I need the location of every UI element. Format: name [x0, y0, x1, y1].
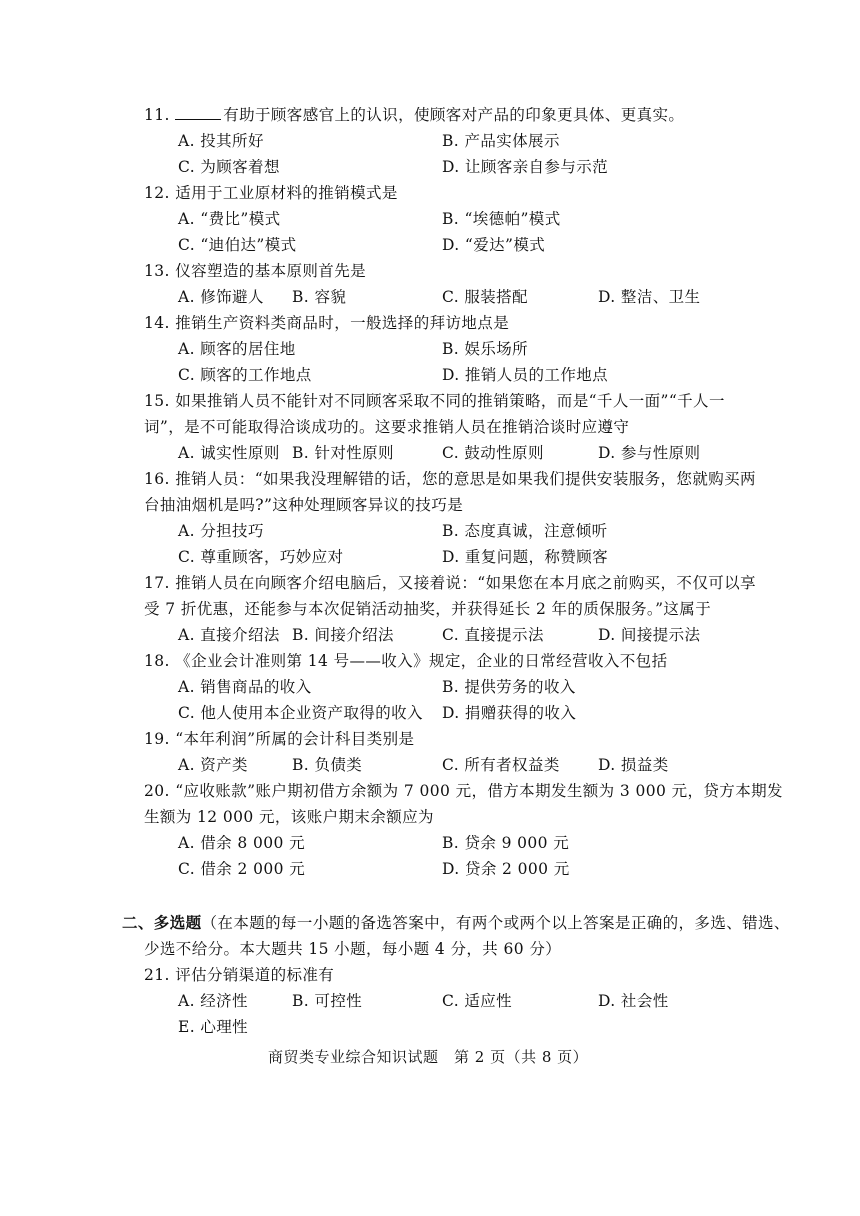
answer-blank: [175, 107, 221, 120]
option: C. 顾客的工作地点: [178, 366, 312, 384]
option: D. “爱达”模式: [442, 236, 546, 254]
question-17-stem-cont: 受 7 折优惠，还能参与本次促销活动抽奖，并获得延长 2 年的质保服务。”这属于: [144, 600, 712, 618]
question-15-stem-cont: 词”，是不可能取得洽谈成功的。这要求推销人员在推销洽谈时应遵守: [144, 418, 630, 436]
option: A. 经济性: [178, 992, 248, 1010]
option: D. 推销人员的工作地点: [442, 366, 609, 384]
option: B. 提供劳务的收入: [442, 678, 576, 696]
question-20-stem: 20. “应收账款”账户期初借方余额为 7 000 元，借方本期发生额为 3 000 元，贷方本期发: [144, 782, 783, 800]
option: B. “埃德帕”模式: [442, 210, 561, 228]
option: A. 分担技巧: [178, 522, 264, 540]
option: B. 间接介绍法: [292, 626, 394, 644]
option: E. 心理性: [178, 1018, 249, 1036]
option: B. 态度真诚，注意倾听: [442, 522, 608, 540]
option: C. 适应性: [442, 992, 513, 1010]
option: D. 社会性: [598, 992, 669, 1010]
option: D. 整洁、卫生: [598, 288, 701, 306]
question-13-stem: 13. 仪容塑造的基本原则首先是: [144, 262, 366, 280]
section-2-desc-cont: 少选不给分。本大题共 15 小题，每小题 4 分，共 60 分）: [144, 940, 562, 958]
option: A. “费比”模式: [178, 210, 281, 228]
option: C. 他人使用本企业资产取得的收入: [178, 704, 423, 722]
option: A. 顾客的居住地: [178, 340, 296, 358]
option: D. 参与性原则: [598, 444, 701, 462]
option: A. 修饰避人: [178, 288, 264, 306]
question-14-stem: 14. 推销生产资料类商品时，一般选择的拜访地点是: [144, 314, 510, 332]
question-17-stem: 17. 推销人员在向顾客介绍电脑后，又接着说：“如果您在本月底之前购买，不仅可以享: [144, 574, 756, 592]
section-2-heading: [122, 913, 790, 933]
option: D. 贷余 2 000 元: [442, 860, 570, 878]
option: D. 损益类: [598, 756, 669, 774]
option: A. 借余 8 000 元: [178, 834, 305, 852]
option: A. 资产类: [178, 756, 248, 774]
option: A. 投其所好: [178, 132, 264, 150]
option: C. 尊重顾客，巧妙应对: [178, 548, 344, 566]
question-16-stem: 16. 推销人员：“如果我没理解错的话，您的意思是如果我们提供安装服务，您就购买两: [144, 470, 756, 488]
option: D. 让顾客亲自参与示范: [442, 158, 609, 176]
option: A. 销售商品的收入: [178, 678, 312, 696]
option: B. 负债类: [292, 756, 363, 774]
question-15-stem: 15. 如果推销人员不能针对不同顾客采取不同的推销策略，而是“千人一面”“千人一: [144, 392, 725, 410]
question-18-stem: 18. 《企业会计准则第 14 号——收入》规定，企业的日常经营收入不包括: [144, 652, 668, 670]
question-12-stem: 12. 适用于工业原材料的推销模式是: [144, 184, 398, 202]
page-footer: 商贸类专业综合知识试题 第 2 页（共 8 页）: [268, 1048, 589, 1066]
option: B. 贷余 9 000 元: [442, 834, 570, 852]
option: C. 借余 2 000 元: [178, 860, 306, 878]
option: C. 服装搭配: [442, 288, 528, 306]
option: B. 针对性原则: [292, 444, 394, 462]
question-21-stem: 21. 评估分销渠道的标准有: [144, 966, 335, 984]
option: B. 容貌: [292, 288, 347, 306]
option: C. “迪伯达”模式: [178, 236, 297, 254]
question-19-stem: 19. “本年利润”所属的会计科目类别是: [144, 730, 415, 748]
option: B. 可控性: [292, 992, 363, 1010]
option: C. 所有者权益类: [442, 756, 560, 774]
option: B. 娱乐场所: [442, 340, 529, 358]
option: D. 间接提示法: [598, 626, 701, 644]
option: A. 直接介绍法: [178, 626, 280, 644]
option: C. 鼓动性原则: [442, 444, 544, 462]
question-16-stem-cont: 台抽油烟机是吗?”这种处理顾客异议的技巧是: [144, 496, 464, 514]
question-20-stem-cont: 生额为 12 000 元，该账户期末余额应为: [144, 808, 434, 826]
option: D. 捐赠获得的收入: [442, 704, 577, 722]
option: C. 直接提示法: [442, 626, 544, 644]
option: D. 重复问题，称赞顾客: [442, 548, 609, 566]
option: C. 为顾客着想: [178, 158, 280, 176]
section-2-title: 二、多选题: [122, 913, 202, 932]
section-2-desc: （在本题的每一小题的备选答案中，有两个或两个以上答案是正确的，多选、错选、: [201, 914, 790, 932]
option: A. 诚实性原则: [178, 444, 280, 462]
question-11-stem: 11. 有助于顾客感官上的认识，使顾客对产品的印象更具体、更真实。: [144, 106, 685, 124]
option: B. 产品实体展示: [442, 132, 560, 150]
